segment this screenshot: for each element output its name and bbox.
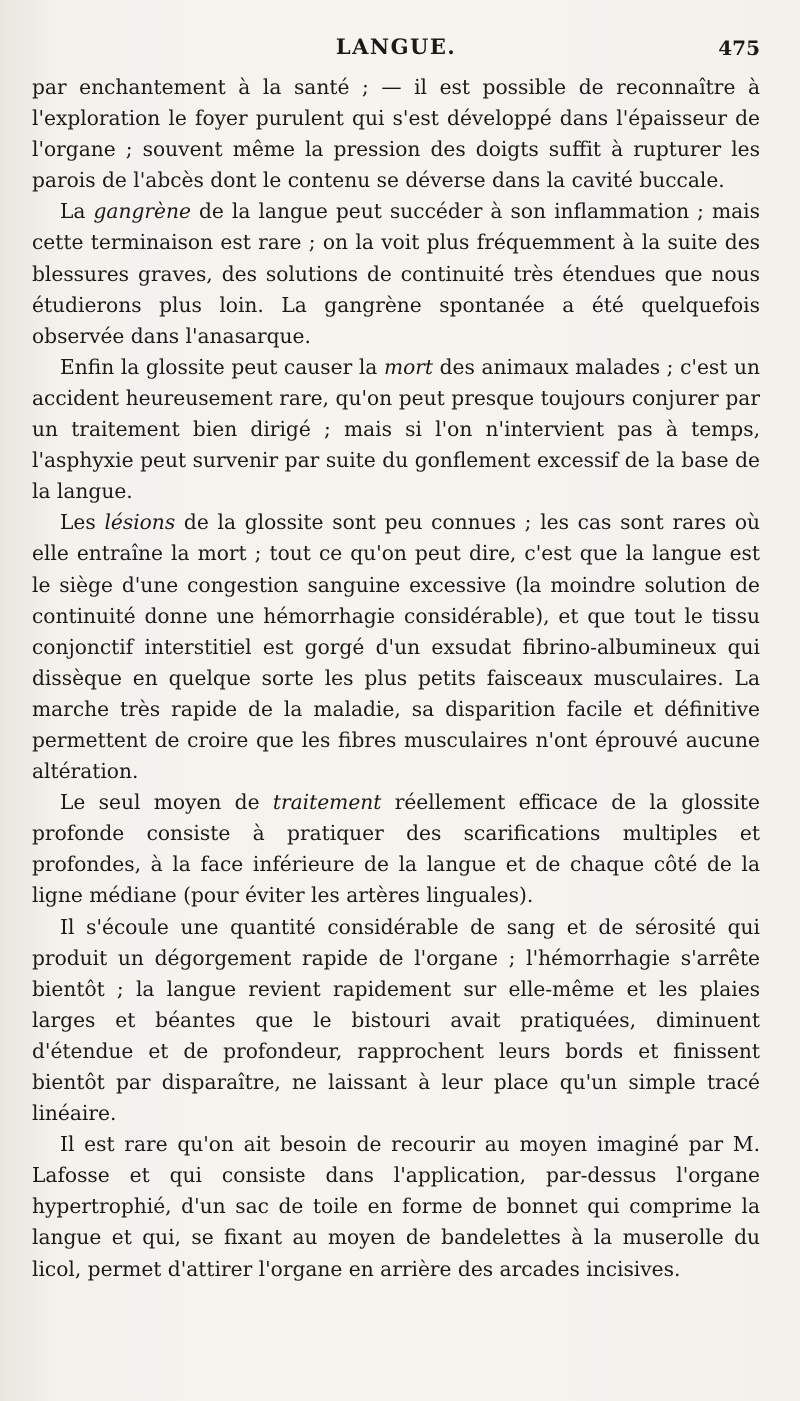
italic-term: lésions — [104, 510, 176, 535]
text-run: réellement efficace de la glossite profonde consiste à pratiquer des scarifications multiples et profondes, à la face inférieure de la langue et de chaque côté de la ligne médiane (pour éviter les artères linguales). — [32, 790, 760, 908]
text-run: de la langue peut succéder à son inflammation ; mais cette terminaison est rare ; on la voit plus fréquemment à la suite des blessures graves, des solutions de continuité très étendues que nous étudierons plus loin. La gangrène spontanée a été quelquefois observée dans l'anasarque. — [32, 199, 760, 348]
paragraph — [32, 196, 760, 351]
text-run: Il est rare qu'on ait besoin de recourir au moyen imaginé par M. Lafosse et qui consiste dans l'application, par-dessus l'organe hypertrophié, d'un sac de toile en forme de bonnet qui comprime la langue et qui, se fixant au moyen de bandelettes à la muserolle du licol, permet d'attirer l'organe en arrière des arcades incisives. — [32, 1132, 760, 1281]
text-run: des animaux malades ; c'est un accident heureusement rare, qu'on peut presque toujours conjurer par un traitement bien dirigé ; mais si l'on n'intervient pas à temps, l'asphyxie peut survenir par suite du gonflement excessif de la base de la langue. — [32, 354, 760, 504]
paragraph — [32, 1129, 760, 1284]
text-run: par enchantement à la santé ; — il est possible de reconnaître à l'exploration le foyer purulent qui s'est développé dans l'épaisseur de l'organe ; souvent même la pression des doigts suffit à rupturer les parois de l'abcès dont le contenu se déverse dans la cavité buccale. — [32, 75, 760, 193]
text-run: Il s'écoule une quantité considérable de sang et de sérosité qui produit un dégorgement rapide de l'organe ; l'hémorrhagie s'arrête bientôt ; la langue revient rapidement sur elle-même et les plaies larges et béantes que le bistouri avait pratiquées, diminuent d'étendue et de profondeur, rapprochent leurs bords et finissent bientôt par disparaître, ne laissant à leur place qu'un simple tracé linéaire. — [32, 914, 760, 1126]
italic-term: traitement — [272, 790, 382, 815]
text-run: Enfin la glossite peut causer la — [60, 354, 384, 379]
text-run: Les — [60, 510, 105, 535]
running-title: LANGUE. — [335, 34, 457, 59]
paragraph — [32, 72, 760, 196]
text-run: La — [60, 199, 94, 224]
italic-term: gangrène — [93, 199, 191, 224]
text-run: Le seul moyen de — [60, 790, 273, 815]
body-text — [32, 72, 760, 1285]
paragraph — [32, 787, 760, 911]
running-head — [32, 28, 760, 68]
paragraph — [32, 352, 760, 507]
text-run: de la glossite sont peu connues ; les cas sont rares où elle entraîne la mort ; tout ce qu'on peut dire, c'est que la langue est le siège d'une congestion sanguine excessive (la moindre solution de continuité donne une hémorrhagie considérable), et que tout le tissu conjonctif interstitiel est gorgé d'un exsudat fibrino-albumineux qui dissèque en quelque sorte les plus petits faisceaux musculaires. La marche très rapide de la maladie, sa disparition facile et définitive permettent de croire que les fibres musculaires n'ont éprouvé aucune altération. — [32, 510, 760, 784]
paragraph — [32, 912, 760, 1130]
italic-term: mort — [383, 354, 434, 379]
paragraph — [32, 507, 760, 787]
page-number: 475 — [718, 36, 760, 60]
